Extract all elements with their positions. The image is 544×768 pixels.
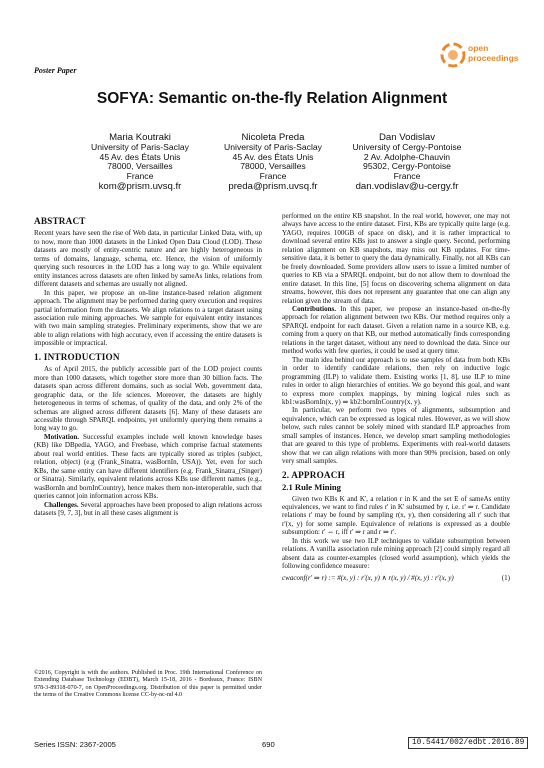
intro-paragraph-3 xyxy=(34,501,262,518)
logo-text-proceedings: proceedings xyxy=(468,53,519,63)
contributions-lead: Contributions. xyxy=(292,304,337,313)
author-address: 2 Av. Adolphe-Chauvin xyxy=(363,151,451,162)
challenges-lead: Challenges. xyxy=(44,500,79,509)
logo-text-open: open xyxy=(468,43,489,53)
author-country: France xyxy=(126,170,154,181)
abstract-heading: ABSTRACT xyxy=(34,216,86,226)
author-address: 45 Av. des États Unis xyxy=(99,151,181,162)
right-paragraph-3: The main idea behind our approach is to use samples of data from both KBs in order to identify candidate relations, then rely on inductive logic programming (ILP) to validate them. Existing works [1, 8], use ILP to mine rules in order to align hierarchies of entities. We go beyond this goal, and want to express more complex mappings, by mining logical rules such as kb1:wasBornIn(x, y) ⇒ kb2:bornInCountry(x, y). xyxy=(282,355,510,406)
intro-paragraph-2 xyxy=(34,433,262,501)
open-proceedings-logo xyxy=(440,40,519,74)
copyright-notice: ©2016, Copyright is with the authors. Published in Proc. 19th International Conference on Extending Database Technology (EDBT), March 15-18, 2016 - Bordeaux, France: ISBN 978-3-89318-070-7, on OpenProceedings.org. Distribution of this paper is permitted under the terms of the Creative Commons license CC-by-nc-nd 4.0 xyxy=(34,670,262,698)
contributions-paragraph xyxy=(282,305,510,356)
poster-label: Poster Paper xyxy=(34,66,77,75)
author-city: 95302, Cergy-Pontoise xyxy=(363,161,451,171)
equation-text: cwaconf(r' ⇒ r) := #(x, y) : r'(x, y) ∧ r(x, y) / #(x, y) : r'(x, y) xyxy=(282,573,454,582)
paper-title: SOFYA: Semantic on-the-fly Relation Alignment xyxy=(96,90,448,107)
right-paragraph-1: performed on the entire KB snapshot. In the real world, however, one may not always have access to the entire dataset. First, KBs are typically quite large (e.g. YAGO, requires 100GB of space on disk), and it is rather impractical to download several entire KBs just to answer a single query. Second, performing relation alignment on KB snapshots, may miss out KB updates. For time-sensitive data, it is better to query the data dynamically. Finally, not all KBs can be freely downloaded. Some providers allow users to issue a limited number of queries to KB via a SPARQL endpoint, but do not allow them to download the entire dataset. In this line, [5] focus on discovering schema alignment on data streams, however, this does not represent any guarantee that one can align any relation given the stream of data. xyxy=(282,212,510,305)
rule-mining-heading: 2.1 Rule Mining xyxy=(282,482,341,493)
approach-heading: 2. APPROACH xyxy=(282,469,345,480)
author-3 xyxy=(327,132,487,192)
author-email[interactable]: dan.vodislav@u-cergy.fr xyxy=(355,181,459,192)
author-name: Maria Koutraki xyxy=(109,132,171,143)
right-paragraph-6: In this work we use two ILP techniques to validate subsumption between relations. A vanilla association rule mining approach [2] could simply regard all absent data as counter-examples (closed world assumption), which yields the following confidence measure: xyxy=(282,536,510,571)
motivation-text: Successful examples include well known knowledge bases (KB) like DBpedia, YAGO, and Freebase, which comprise factual statements about real world entities. These facts are typically stored as triples (subject, relation, object) (e.g (Frank_Sinatra, wasBornIn, USA)). Yet, even for such KBs, the same entity can have different identifiers (e.g. Frank_Sinatra_(Singer) or Sinatra). Similarly, equivalent relations across KBs use different names (e.g., wasBornIn and bornInCountry), hence makes them non-interoperable, such that queries cannot join information across KBs. xyxy=(34,432,262,501)
right-column xyxy=(282,212,510,582)
author-email[interactable]: preda@prism.uvsq.fr xyxy=(228,181,318,192)
author-country: France xyxy=(393,170,421,181)
challenges-text: Several approaches have been proposed to align relations across datasets [9, 7, 3], but in all these cases alignment is xyxy=(34,500,262,517)
footer-page-number: 690 xyxy=(262,740,275,749)
author-email[interactable]: kom@prism.uvsq.fr xyxy=(98,181,182,192)
author-affiliation: University of Paris-Saclay xyxy=(91,142,189,152)
author-city: 78000, Versailles xyxy=(107,161,173,171)
right-paragraph-4: In particular, we perform two types of alignments, subsumption and equivalence, which can be expressed as logical rules. However, as we will show below, such rules cannot be solely mined with standard ILP approaches from small samples of instances. Hence, we develop smart sampling methodologies that are geared to this type of problems. Experiments with real-world datasets show that we can align relations with more than 90% precision, based on only very small samples. xyxy=(282,406,510,466)
author-country: France xyxy=(259,170,287,181)
footer-doi[interactable]: 10.5441/002/edbt.2016.89 xyxy=(408,737,528,749)
contributions-text: In this paper, we propose an instance-based on-the-fly approach for relation alignment between two KBs. Our method requires only a SPARQL endpoint for each dataset. Given a relation name in a source KB, e.g. coming from a query on that KB, our method automatically finds corresponding relations in the target dataset, without any need to download the data. Since our method works with few queries, it could be used at query time. xyxy=(282,304,510,356)
author-affiliation: University of Paris-Saclay xyxy=(224,142,322,152)
equation-1 xyxy=(282,574,510,582)
motivation-lead: Motivation. xyxy=(44,432,80,441)
footer-series: Series ISSN: 2367-2005 xyxy=(34,740,116,749)
abstract-paragraph-2: In this paper, we propose an on-line instance-based relation alignment approach. The alignment may be performed during query execution and requires partial information from the datasets. We align relations to a target dataset using association rule mining approaches. We sample for equivalent entity instances with two main sampling strategies. Preliminary experiments, show that we are able to align relations with high accuracy, even if accessing the entire datasets is impossible or impractical. xyxy=(34,288,262,348)
open-proceedings-logo-icon xyxy=(440,42,466,68)
left-column xyxy=(34,212,262,517)
author-name: Nicoleta Preda xyxy=(241,132,305,143)
intro-paragraph-1: As of April 2015, the publicly accessible part of the LOD project counts more than 1000 datasets, which together store more than 30 billion facts. The datasets span across different domains, such as social Web, government data, geographic data, or the life sciences. Moreover, the datasets are highly heterogeneous in terms of schemas, of quality of the data, and only 2% of the schemas are aligned across different datasets [6]. Many of these datasets are accessible through SPARQL endpoints, yet uniformly querying them remains a long way to go. xyxy=(34,365,262,433)
author-name: Dan Vodislav xyxy=(379,132,435,143)
equation-number: (1) xyxy=(501,573,510,582)
abstract-paragraph-1: Recent years have seen the rise of Web data, in particular Linked Data, with, up to now, more than 1000 datasets in the Linked Open Data Cloud (LOD). These datasets are mostly of entity-centric nature and are highly heterogeneous in terms of domains, language, schema, etc. Hence, the vision of uniformly querying such resources in the LOD has a long way to go. While equivalent entity instances across datasets are often linked by sameAs links, relations from different datasets and schemas are usually not aligned. xyxy=(34,229,262,289)
right-paragraph-5: Given two KBs K and K', a relation r in K and the set E of sameAs entity equivalences, we want to find rules r' in K' subsumed by r, i.e. r' ⇒ r. Candidate relations r' may be found by sampling r(x, y), then considering all r' such that r'(x, y) for some sample. Equivalence of relations is expressed as a double subsumption: r' ⇔ r, iff r' ⇒ r and r ⇒ r'. xyxy=(282,494,510,537)
author-city: 78000, Versailles xyxy=(240,161,306,171)
introduction-heading: 1. INTRODUCTION xyxy=(34,351,120,362)
author-address: 45 Av. des États Unis xyxy=(232,151,314,162)
author-affiliation: University of Cergy-Pontoise xyxy=(352,142,462,152)
